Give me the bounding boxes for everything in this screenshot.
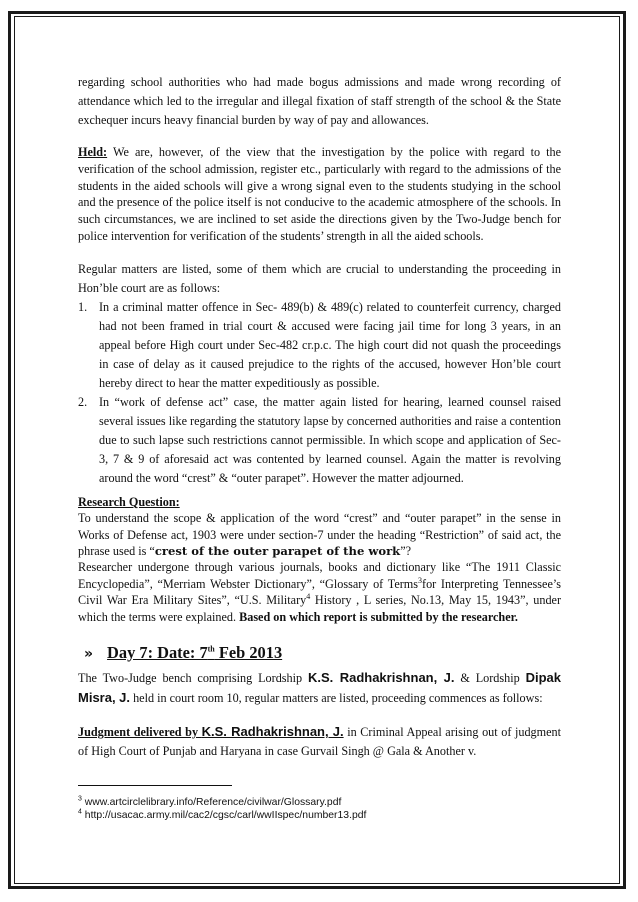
report-statement: Based on which report is submitted by the researcher. (239, 609, 518, 624)
judge-name: K.S. Radhakrishnan, J. (201, 724, 344, 740)
footnote (78, 809, 366, 822)
footnote-ref-3: 3 (418, 575, 423, 585)
footnote-number: 3 (78, 795, 82, 803)
footnote-number: 4 (78, 808, 82, 816)
research-text-part: To understand the scope & application of the word “crest” and “outer parapet” in the sense in Works of Defense act, 1903 were under section-7 under the heading “Restriction” of said act, the phrase used is “ (78, 511, 561, 558)
research-text-part: History , L series, No.13, May 15, 1943”, under which the terms were explained. (78, 593, 562, 624)
list-item-text: In a criminal matter offence in Sec- 489(b) & 489(c) related to counterfeit currency, charged had not been framed in trial court & accused were facing jail time for long 3 years, in an appeal before High court under Sec-482 cr.p.c. The high court did not quash the proceedings in case of delay as it caused prejudice to the rights of the accused, however Hon’ble court hereby direct to hear the matter expeditiously as possible. (99, 299, 561, 390)
research-text-part: ”? (400, 544, 412, 558)
document-body (78, 73, 561, 761)
list-item-number: 1. (78, 299, 88, 314)
judgment-paragraph (78, 722, 561, 761)
list-item (78, 393, 561, 488)
list-item-number: 2. (78, 394, 88, 409)
bench-text: & Lordship (454, 671, 526, 686)
crest-phrase: crest of the outer parapet of the work (154, 544, 401, 558)
research-question-heading: Research Question: (78, 494, 180, 509)
bench-text: held in court room 10, regular matters are listed, proceeding commences as follows: (130, 691, 543, 706)
footnote-link[interactable]: www.artcirclelibrary.info/Reference/civilwar/Glossary.pdf (81, 797, 342, 808)
judgment-label: Judgment delivered by (78, 725, 202, 740)
footnote-link[interactable]: http://usacac.army.mil/cac2/cgsc/carl/wwIIspec/number13.pdf (81, 810, 367, 822)
judge-name: K.S. Radhakrishnan, J. (307, 670, 455, 686)
list-item-text: In “work of defense act” case, the matter again listed for hearing, learned counsel raised several issues like regarding the statutory lapse by concerned authorities and raise a contention due to such lapse such restrictions cannot permissible. In which scope and application of Sec-3, 7 & 9 of aforesaid act was contented by learned counsel. Again the matter is revolving around the word “crest” & “outer parapet”. However the matter adjourned. (99, 394, 561, 485)
research-text-part: Researcher undergone through various journals, books and dictionary like “The 1911 Classic Encyclopedia”, “Merriam Webster Dictionary”, “Glossary of Terms (78, 560, 561, 591)
chevron-bullet-icon: » (84, 646, 94, 663)
judge-name: Dipak Misra, J. (78, 670, 561, 706)
bench-text: The Two-Judge bench comprising Lordship (78, 671, 308, 686)
day7-ordinal: th (207, 644, 215, 654)
bench-paragraph (78, 668, 561, 708)
research-question-text (78, 510, 561, 559)
held-text: We are, however, of the view that the investigation by the police with regard to the verification of the school admission, register etc., particularly with regard to the admissions of the students in the aided schools will give a wrong signal even to the students studying in the school and the presence of the police itself is not conducive to the academic atmosphere of the schools. In such circumstances, we are inclined to set aside the directions given by the Two-Judge bench for police intervention for verification of the students’ strength in all the aided schools. (78, 145, 561, 243)
paragraph-school-authorities: regarding school authorities who had made bogus admissions and made wrong recording of attendance which led to the irregular and illegal fixation of staff strength of the school & the State exchequer incurs heavy financial burden by way of pay and allowances. (78, 75, 561, 127)
research-text-part: for Interpreting Tennessee’s Civil War Era Military Sites”, “U.S. Military (78, 576, 561, 608)
held-paragraph (78, 144, 561, 245)
list-item (78, 298, 561, 393)
researcher-sources-text (78, 559, 561, 625)
matters-list (78, 298, 561, 488)
footnote (78, 796, 366, 809)
footnotes (78, 796, 366, 823)
research-question-section (78, 494, 561, 625)
day7-title (107, 643, 282, 662)
day7-title-suffix: Feb 2013 (214, 643, 283, 663)
regular-matters-intro: Regular matters are listed, some of them which are crucial to understanding the proceeding in Hon’ble court are as follows: (78, 261, 561, 295)
day7-heading (84, 643, 561, 664)
held-label: Held: (78, 145, 108, 159)
footnote-separator (78, 785, 232, 786)
judgment-text: in Criminal Appeal arising out of judgment of High Court of Punjab and Haryana in case Gurvail Singh @ Gala & Another v. (78, 725, 562, 759)
day7-title-prefix: Day 7: Date: 7 (107, 643, 208, 663)
footnote-ref-4: 4 (306, 592, 311, 602)
